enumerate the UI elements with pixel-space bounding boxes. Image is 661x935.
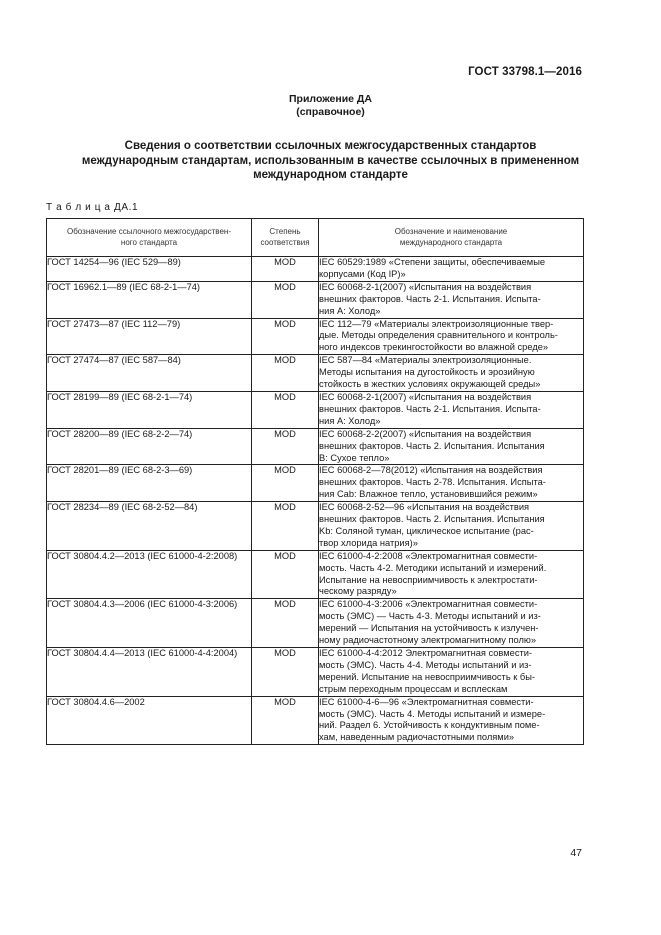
cell-line: Kb: Соляной туман, циклическое испытание (рас-: [319, 525, 534, 536]
table-row: [47, 391, 584, 428]
international-standard-cell: [319, 428, 584, 465]
reference-standard-cell: ГОСТ 28234—89 (IEC 68-2-52—84): [47, 502, 252, 551]
degree-cell: MOD: [252, 318, 319, 355]
reference-standard-cell: ГОСТ 28201—89 (IEC 68-2-3—69): [47, 465, 252, 502]
international-standard-cell: [319, 502, 584, 551]
header-line: Обозначение ссылочного межгосударствен-: [67, 227, 231, 237]
table-row: [47, 696, 584, 745]
cell-line: мость (ЭМС) — Часть 4-3. Методы испытаний и из-: [319, 611, 541, 622]
international-standard-cell: [319, 257, 584, 282]
international-standard-cell: [319, 599, 584, 648]
reference-standard-cell: ГОСТ 30804.4.3—2006 (IEC 61000-4-3:2006): [47, 599, 252, 648]
international-standard-cell: [319, 696, 584, 745]
header-line: международного стандарта: [399, 237, 503, 247]
cell-line: Методы испытания на дугостойкость и эрозийную: [319, 367, 535, 378]
document-code: ГОСТ 33798.1—2016: [468, 66, 582, 78]
cell-line: ному радиочастотному электромагнитному полю»: [319, 635, 537, 646]
cell-line: мерений — Испытания на устойчивость к излучен-: [319, 623, 539, 634]
international-standard-cell: [319, 648, 584, 697]
degree-cell: MOD: [252, 391, 319, 428]
cell-line: внешних факторов. Часть 2-1. Испытания. Испыта-: [319, 293, 541, 304]
reference-standard-cell: ГОСТ 14254—96 (IEC 529—89): [47, 257, 252, 282]
degree-cell: MOD: [252, 648, 319, 697]
cell-line: IEC 112—79 «Материалы электроизоляционные твер-: [319, 318, 554, 329]
cell-line: IEC 60068-2—78(2012) «Испытания на воздействия: [319, 465, 543, 476]
reference-standard-cell: ГОСТ 27473—87 (IEC 112—79): [47, 318, 252, 355]
table-row: [47, 465, 584, 502]
heading-line: Сведения о соответствии ссылочных межгосударственных стандартов: [124, 140, 537, 152]
degree-cell: MOD: [252, 465, 319, 502]
reference-standard-cell: ГОСТ 27474—87 (IEC 587—84): [47, 355, 252, 392]
column-header-reference-standard: [47, 219, 252, 257]
reference-standard-cell: ГОСТ 30804.4.2—2013 (IEC 61000-4-2:2008): [47, 550, 252, 599]
cell-line: IEC 61000-4-6—96 «Электромагнитная совмести-: [319, 696, 534, 707]
degree-cell: MOD: [252, 428, 319, 465]
cell-line: ния А: Холод»: [319, 415, 381, 426]
international-standard-cell: [319, 318, 584, 355]
cell-line: внешних факторов. Часть 2-1. Испытания. Испыта-: [319, 403, 541, 414]
cell-line: стрым переходным процессам и всплескам: [319, 683, 508, 694]
cell-line: внешних факторов. Часть 2. Испытания. Испытания: [319, 514, 545, 525]
reference-standard-cell: ГОСТ 30804.4.6—2002: [47, 696, 252, 745]
column-header-international-standard: [319, 219, 584, 257]
cell-line: IEC 61000-4-3:2006 «Электромагнитная совмести-: [319, 599, 538, 610]
header-line: Степень: [269, 227, 301, 237]
cell-line: Испытание на невосприимчивость к электростати-: [319, 574, 538, 585]
table-row: [47, 428, 584, 465]
cell-line: дые. Методы определения сравнительного и контроль-: [319, 330, 558, 341]
section-heading: [60, 139, 601, 183]
table-row: [47, 599, 584, 648]
cell-line: твор хлорида натрия)»: [319, 537, 418, 548]
table-row: [47, 502, 584, 551]
cell-line: стойкость в жестких условиях окружающей среды»: [319, 379, 541, 390]
heading-line: международном стандарте: [253, 169, 408, 181]
table-row: [47, 257, 584, 282]
cell-line: внешних факторов. Часть 2. Испытания. Испытания: [319, 440, 545, 451]
degree-cell: MOD: [252, 355, 319, 392]
cell-line: IEC 60068-2-52—96 «Испытания на воздействия: [319, 502, 530, 513]
cell-line: IEC 61000-4-4:2012 Электромагнитная совмести-: [319, 648, 533, 658]
page-number: 47: [570, 847, 582, 859]
header-line: Обозначение и наименование: [394, 227, 508, 237]
header-line: ного стандарта: [120, 237, 178, 247]
cell-line: ния Cab: Влажное тепло, установившийся режим»: [319, 489, 538, 500]
degree-cell: MOD: [252, 502, 319, 551]
reference-standard-cell: ГОСТ 28200—89 (IEC 68-2-2—74): [47, 428, 252, 465]
column-header-degree: [252, 219, 319, 257]
table-caption: Т а б л и ц а ДА.1: [46, 202, 139, 213]
cell-line: IEC 61000-4-2:2008 «Электромагнитная совмести-: [319, 550, 538, 561]
cell-line: мерений. Испытание на невосприимчивость к бы-: [319, 671, 535, 682]
degree-cell: MOD: [252, 257, 319, 282]
appendix-heading: [0, 93, 661, 119]
cell-line: внешних факторов. Часть 2-78. Испытания. Испыта-: [319, 477, 546, 488]
cell-line: ний. Раздел 6. Устойчивость к кондуктивным поме-: [319, 720, 540, 731]
cell-line: ческому разряду»: [319, 586, 397, 597]
cell-line: мость. Часть 4-2. Методики испытаний и измерений.: [319, 562, 547, 573]
table-row: [47, 550, 584, 599]
reference-standard-cell: ГОСТ 30804.4.4—2013 (IEC 61000-4-4:2004): [47, 648, 252, 697]
appendix-type: (справочное): [296, 106, 365, 118]
reference-standard-cell: ГОСТ 28199—89 (IEC 68-2-1—74): [47, 391, 252, 428]
degree-cell: MOD: [252, 696, 319, 745]
table-row: [47, 318, 584, 355]
cell-line: мость (ЭМС). Часть 4-4. Методы испытаний и из-: [319, 659, 532, 670]
international-standard-cell: [319, 465, 584, 502]
international-standard-cell: [319, 550, 584, 599]
correspondence-table: [46, 218, 584, 745]
cell-line: хам, наведенным радиочастотными полями»: [319, 732, 515, 743]
cell-line: IEC 60068-2-1(2007) «Испытания на воздействия: [319, 281, 532, 292]
cell-line: мость (ЭМС). Часть 4. Методы испытаний и измере-: [319, 708, 546, 719]
cell-line: ного индексов трекингостойкости во влажной среде»: [319, 342, 549, 353]
cell-line: В: Сухое тепло»: [319, 452, 390, 463]
degree-cell: MOD: [252, 550, 319, 599]
cell-line: IEC 60068-2-2(2007) «Испытания на воздействия: [319, 428, 532, 439]
heading-line: международным стандартам, использованным в качестве ссылочных в примененном: [81, 154, 580, 167]
table-row: [47, 648, 584, 697]
international-standard-cell: [319, 355, 584, 392]
cell-line: IEC 60529:1989 «Степени защиты, обеспечиваемые: [319, 257, 546, 267]
appendix-title: Приложение ДА: [289, 93, 372, 105]
cell-line: корпусами (Код IP)»: [319, 268, 406, 279]
degree-cell: MOD: [252, 599, 319, 648]
international-standard-cell: [319, 281, 584, 318]
international-standard-cell: [319, 391, 584, 428]
cell-line: IEC 60068-2-1(2007) «Испытания на воздействия: [319, 391, 532, 402]
degree-cell: MOD: [252, 281, 319, 318]
header-line: соответствия: [260, 237, 310, 247]
cell-line: IEC 587—84 «Материалы электроизоляционные.: [319, 355, 532, 366]
cell-line: ния А: Холод»: [319, 305, 381, 316]
table-body: [47, 257, 584, 745]
table-header-row: [47, 219, 584, 257]
table-row: [47, 355, 584, 392]
table-row: [47, 281, 584, 318]
reference-standard-cell: ГОСТ 16962.1—89 (IEC 68-2-1—74): [47, 281, 252, 318]
